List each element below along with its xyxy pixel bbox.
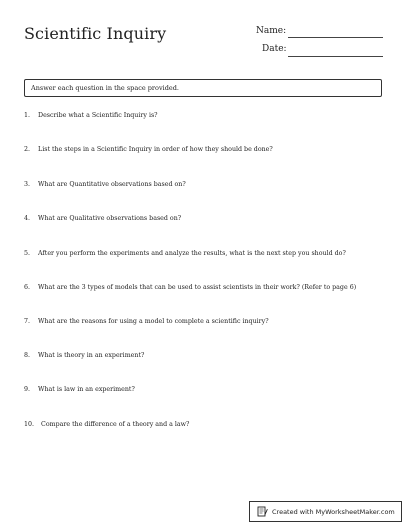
question-number: 5. [24,250,31,257]
worksheet-title: Scientific Inquiry [24,24,167,43]
question-text: What are Qualitative observations based on? [38,215,182,222]
question-number: 1. [24,112,31,119]
instructions-box: Answer each question in the space provided. [24,79,382,97]
date-label: Date: [262,44,287,54]
question-text: List the steps in a Scientific Inquiry in order of how they should be done? [38,146,273,153]
question-number: 10. [24,421,35,428]
question-number: 8. [24,352,31,359]
question-number: 2. [24,146,31,153]
pencil-logo-icon [257,506,268,517]
question-4 [24,215,181,222]
question-text: What is theory in an experiment? [38,352,145,359]
question-text: What is law in an experiment? [38,386,135,393]
question-3 [24,181,186,188]
question-6 [24,284,356,291]
question-7 [24,318,269,325]
footer-badge[interactable] [249,501,402,522]
question-2 [24,146,273,153]
question-text: Compare the difference of a theory and a law? [41,421,190,428]
question-text: What are the reasons for using a model to complete a scientific inquiry? [38,318,269,325]
question-number: 9. [24,386,31,393]
question-9 [24,386,135,393]
name-label: Name: [256,26,287,36]
name-line [288,37,383,38]
question-number: 3. [24,181,31,188]
question-5 [24,250,346,257]
question-text: What are the 3 types of models that can be used to assist scientists in their work? (Refer to page 6) [38,284,357,291]
question-text: After you perform the experiments and analyze the results, what is the next step you should do? [38,250,346,257]
question-text: Describe what a Scientific Inquiry is? [38,112,158,119]
question-number: 4. [24,215,31,222]
footer-text: Created with MyWorksheetMaker.com [272,507,395,516]
question-10 [24,421,189,428]
date-line [288,56,383,57]
question-1 [24,112,158,119]
question-number: 7. [24,318,31,325]
question-text: What are Quantitative observations based on? [38,181,186,188]
question-8 [24,352,144,359]
question-number: 6. [24,284,31,291]
